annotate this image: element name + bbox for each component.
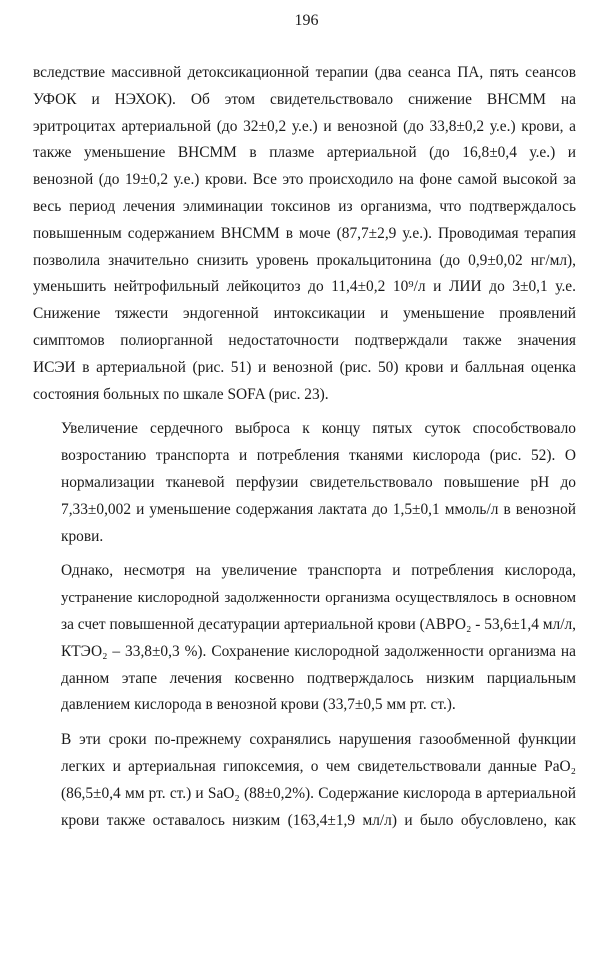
paragraph-3 [33,558,576,719]
text-line: устранение кислородной задолженности организма осуществлялось в основном [61,590,576,607]
text-line: легких и артериальная гипоксемия, о чем свидетельствовали данные PaO₂ [61,757,576,775]
text-line: нормализации тканевой перфузии свидетельствовало повышение pH до [61,473,576,491]
document-body [33,60,576,834]
text-line: В эти сроки по-прежнему сохранялись нарушения газообменной функции [61,731,576,749]
text-line: данном этапе лечения косвенно подтверждалось низким парциальным [61,669,576,687]
text-line: Увеличение сердечного выброса к концу пятых суток способствовало [61,420,576,438]
text-line: возростанию транспорта и потребления тканями кислорода (рис. 52). О [61,447,576,465]
paragraph-1 [33,60,576,408]
paragraph-2 [33,416,576,550]
text-line: состояния больных по шкале SOFA (рис. 23). [33,385,329,403]
text-line: вследствие массивной детоксикационной терапии (два сеанса ПА, пять сеансов [33,64,576,81]
text-line: КТЭО₂ – 33,8±0,3 %). Сохранение кислородной задолженности организма на [61,642,576,660]
text-line: уменьшить нейтрофильный лейкоцитоз до 11,4±0,2 10⁹/л и ЛИИ до 3±0,1 у.е. [33,278,576,296]
text-line: позволила значительно снизить уровень прокальцитонина (до 0,9±0,02 нг/мл), [33,251,576,269]
text-line: УФОК и НЭХОК). Об этом свидетельствовало снижение ВНСММ на [33,90,576,108]
text-line: повышенным содержанием ВНСММ в моче (87,7±2,9 у.е.). Проводимая терапия [33,224,576,242]
text-line: весь период лечения элиминации токсинов из организма, что подтверждалось [33,197,576,215]
page-number: 196 [294,12,319,29]
text-line: (86,5±0,4 мм рт. ст.) и SaO₂ (88±0,2%). Содержание кислорода в артериальной [61,784,576,802]
text-line: симптомов полиорганной недостаточности подтверждали также значения [33,331,576,349]
text-line: венозной (до 19±0,2 у.е.) крови. Все это происходило на фоне самой высокой за [33,171,576,189]
text-line: Однако, несмотря на увеличение транспорта и потребления кислорода, [61,562,576,580]
text-line: давлением кислорода в венозной крови (33,7±0,5 мм рт. ст.). [61,696,456,714]
paragraph-4 [33,727,576,834]
text-line: 7,33±0,002 и уменьшение содержания лактата до 1,5±0,1 ммоль/л в венозной [61,500,576,518]
text-line: Снижение тяжести эндогенной интоксикации и уменьшение проявлений [33,305,576,323]
text-line: крови. [61,527,104,545]
text-line: также уменьшение ВНСММ в плазме артериальной (до 16,8±0,4 у.е.) и [33,144,576,162]
text-line: эритроцитах артериальной (до 32±0,2 у.е.) и венозной (до 33,8±0,2 у.е.) крови, а [33,117,576,135]
text-line: ИСЭИ в артериальной (рис. 51) и венозной (рис. 50) крови и балльная оценка [33,358,576,376]
text-line: крови также оставалось низким (163,4±1,9 мл/л) и было обусловлено, как [61,811,576,829]
text-line: за счет повышенной десатурации артериальной крови (АВРО₂ - 53,6±1,4 мл/л, [61,615,576,633]
